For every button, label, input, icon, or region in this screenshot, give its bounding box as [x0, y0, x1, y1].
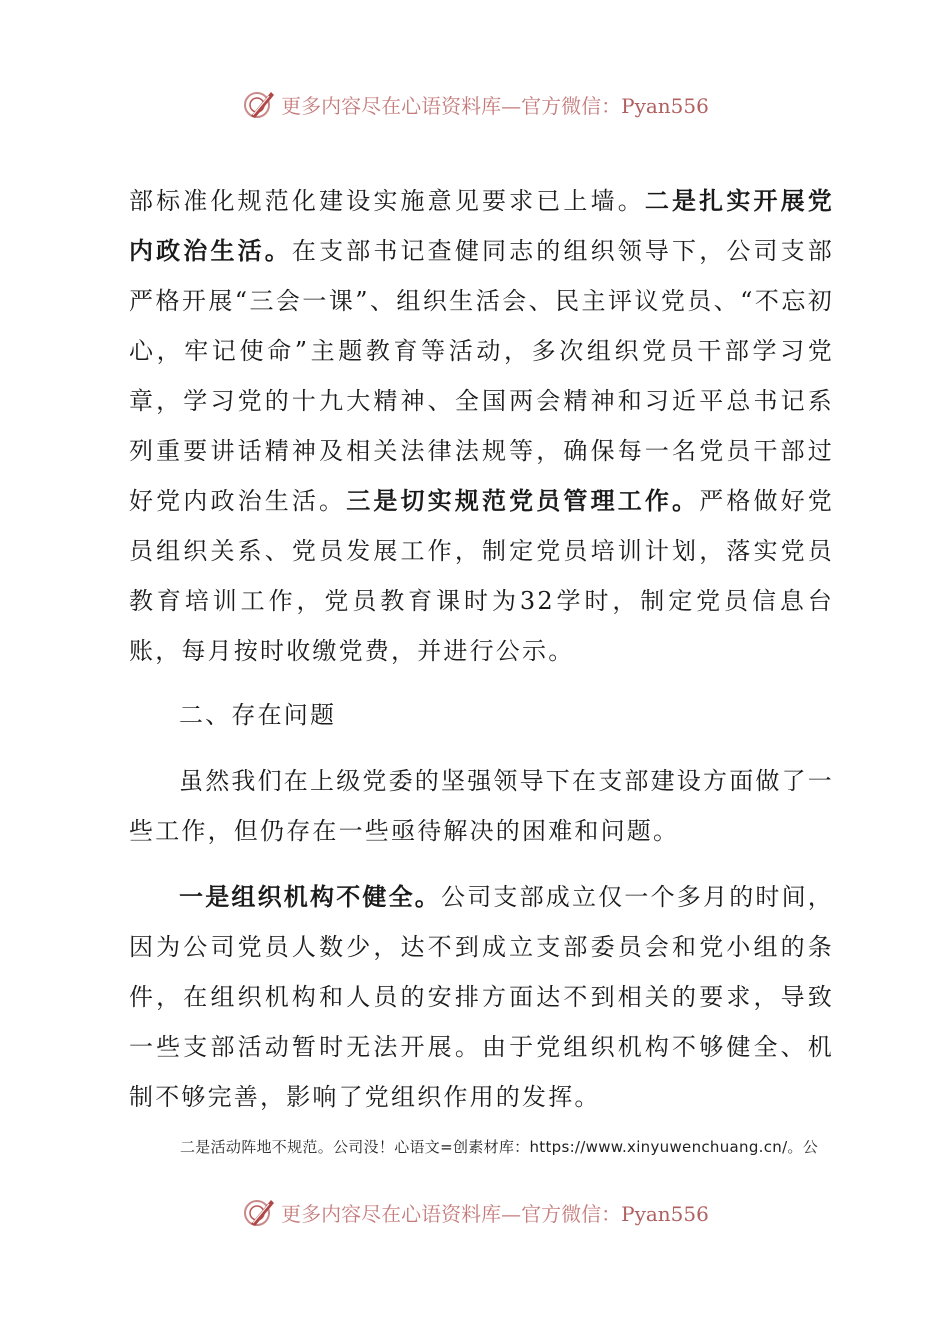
wechat-id: Pyan556 — [621, 1201, 709, 1226]
footer-watermark-line: 二是活动阵地不规范。公司没！心语文=创素材库：https://www.xinyuwenchuang.cn/。公 — [180, 1138, 819, 1156]
paragraph-2: 虽然我们在上级党委的坚强领导下在支部建设方面做了一些工作，但仍存在一些亟待解决的困难和问题。 — [129, 767, 834, 845]
bold-point-one: 一是组织机构不健全。 — [179, 882, 441, 911]
banner-text — [281, 1198, 709, 1227]
quill-pen-logo-icon — [241, 86, 277, 122]
quill-pen-logo-icon — [241, 1194, 277, 1230]
section-heading: 二、存在问题 — [179, 701, 337, 729]
banner-slogan: 更多内容尽在心语资料库—官方微信： — [281, 1201, 622, 1226]
document-body — [129, 176, 834, 1122]
wechat-id: Pyan556 — [621, 93, 709, 118]
banner-slogan: 更多内容尽在心语资料库—官方微信： — [281, 93, 622, 118]
paragraph-3: 一是组织机构不健全。公司支部成立仅一个多月的时间，因为公司党员人数少，达不到成立支部委员会和党小组的条件，在组织机构和人员的安排方面达不到相关的要求，导致一些支部活动暂时无法开展。由于党组织机构不够健全、机制不够完善，影响了党组织作用的发挥。 — [129, 882, 834, 1111]
footer-banner — [0, 1190, 950, 1234]
bold-point-two: 二是扎实开展党内政治生活。 — [129, 186, 834, 265]
banner-text — [281, 90, 709, 119]
paragraph-1: 部标准化规范化建设实施意见要求已上墙。二是扎实开展党内政治生活。在支部书记查健同志的组织领导下，公司支部严格开展“三会一课”、组织生活会、民主评议党员、“不忘初心，牢记使命”主题教育等活动，多次组织党员干部学习党章，学习党的十九大精神、全国两会精神和习近平总书记系列重要讲话精神及相关法律法规等，确保每一名党员干部过好党内政治生活。三是切实规范党员管理工作。严格做好党员组织关系、党员发展工作，制定党员培训计划，落实党员教育培训工作，党员教育课时为32学时，制定党员信息台账，每月按时收缴党费，并进行公示。 — [129, 186, 835, 665]
bold-point-three: 三是切实规范党员管理工作。 — [346, 486, 700, 515]
header-banner — [0, 82, 950, 126]
